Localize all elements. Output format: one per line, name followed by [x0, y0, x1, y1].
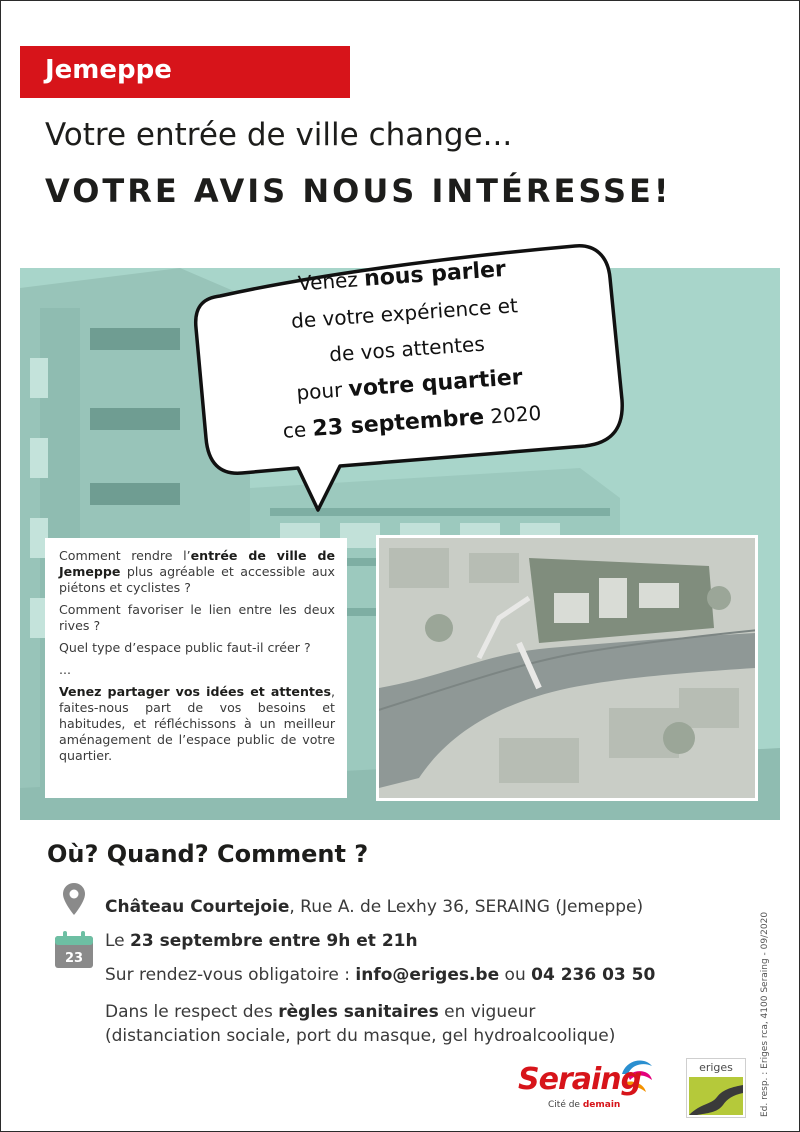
sanitary-line — [105, 1002, 535, 1022]
location-address: , Rue A. de Lexhy 36, SERAING (Jemeppe) — [289, 897, 644, 917]
call-to-action-rest: , faites-nous part de vos besoins et habitudes, et réfléchissons à un meilleur aménagement de l’espace public de votre quartier. — [59, 684, 335, 763]
question-1-text-b: entrée de ville de Jemeppe — [59, 548, 335, 579]
question-2: Comment favoriser le lien entre les deux rives ? — [59, 602, 335, 633]
map-pin-icon — [62, 882, 86, 916]
appointment-line — [105, 965, 655, 985]
seraing-tagline-bold: demain — [582, 1100, 621, 1110]
phone-number[interactable]: 04 236 03 50 — [531, 965, 656, 985]
questions-box — [45, 538, 347, 798]
bubble-l3: de vos attentes — [328, 331, 486, 367]
question-3: Quel type d’espace public faut-il créer ? — [59, 640, 311, 655]
aerial-map — [376, 535, 758, 801]
date-prefix: Le — [105, 931, 131, 951]
question-1-text-c: plus agréable et accessible aux piétons et cyclistes ? — [59, 564, 335, 595]
sanitary-prefix: Dans le respect des — [105, 1002, 279, 1022]
location-name: Château Courtejoie — [105, 897, 290, 917]
call-to-action — [59, 684, 335, 764]
seraing-wordmark: Seraing — [518, 1062, 642, 1097]
bubble-l2: de votre expérience et — [290, 293, 519, 333]
sanitary-suffix: en vigueur — [438, 1002, 536, 1022]
eriges-logo-mark — [687, 1059, 745, 1117]
bubble-l5c: 2020 — [483, 400, 543, 429]
bubble-l1b: nous parler — [363, 256, 507, 292]
headline-line1: Votre entrée de ville change... — [45, 117, 513, 153]
question-1-text-a: Comment rendre l’ — [59, 548, 191, 563]
location-tag-label: Jemeppe — [45, 55, 172, 85]
call-to-action-bold: Venez partager vos idées et attentes — [59, 684, 331, 699]
calendar-icon — [54, 930, 96, 970]
headline-line2: VOTRE AVIS NOUS INTÉRESSE! — [45, 172, 672, 210]
calendar-day: 23 — [64, 951, 84, 966]
appointment-or: ou — [499, 965, 532, 985]
date-value: 23 septembre entre 9h et 21h — [130, 931, 418, 951]
bubble-l5b: 23 septembre — [311, 404, 485, 442]
email-link[interactable]: info@eriges.be — [355, 965, 500, 985]
eriges-wordmark: eriges — [699, 1061, 733, 1074]
bubble-l5a: ce — [282, 416, 314, 443]
seraing-tagline — [548, 1100, 620, 1110]
location-line — [105, 897, 643, 917]
eriges-logo — [686, 1058, 746, 1118]
sanitary-rules: règles sanitaires — [278, 1002, 439, 1022]
publisher-note: Ed. resp. : Eriges rca, 4100 Seraing - 09/2020 — [760, 911, 770, 1117]
bubble-l4b: votre quartier — [347, 365, 524, 403]
details-title: Où? Quand? Comment ? — [47, 840, 369, 868]
bubble-l1a: Venez — [297, 266, 365, 296]
question-1 — [59, 548, 335, 596]
bubble-l4a: pour — [295, 377, 350, 405]
location-tag — [20, 46, 350, 98]
appointment-prefix: Sur rendez-vous obligatoire : — [105, 965, 356, 985]
bubble-text — [216, 245, 598, 453]
seraing-tagline-prefix: Cité de — [548, 1100, 583, 1110]
date-line — [105, 931, 418, 951]
seraing-logo — [518, 1052, 658, 1118]
question-ellipsis: ... — [59, 662, 72, 677]
sanitary-details: (distanciation sociale, port du masque, gel hydroalcoolique) — [105, 1026, 616, 1046]
